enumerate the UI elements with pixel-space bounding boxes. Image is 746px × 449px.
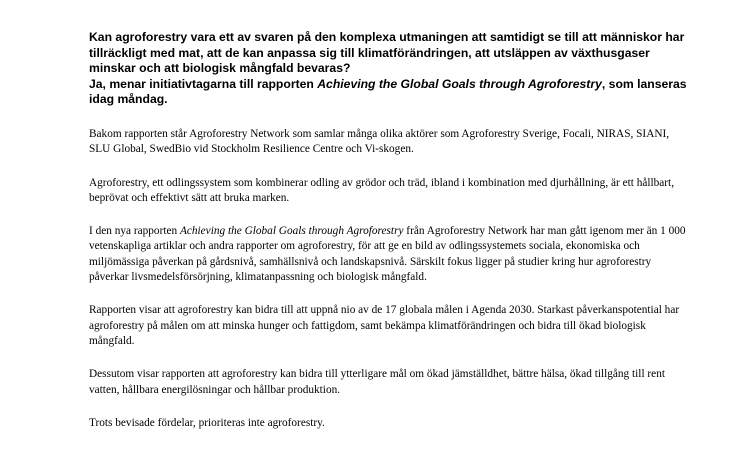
lead-question: Kan agroforestry vara ett av svaren på den komplexa utmaningen att samtidigt se till att människor har tillräckligt med mat, att de kan anpassa sig till klimatförändringen, att utsläppen av växthusgaser minskar och att biologisk mångfald bevaras? <box>89 30 685 76</box>
paragraph-network: Bakom rapporten står Agroforestry Network som samlar många olika aktörer som Agroforestry Sverige, Focali, NIRAS, SIANI, SLU Global, SwedBio vid Stockholm Resilience Centre och Vi-skogen. <box>89 127 670 156</box>
paragraph-report-start: I den nya rapporten <box>89 225 180 238</box>
paragraph-report-end: från Agroforestry Network har man gått igenom mer än 1 000 vetenskapliga artiklar och andra rapporter om agroforestry, för att ge en bild av odlingssystemets sociala, ekonomiska och miljömässiga påverkan på gårdsnivå, samhällsnivå och landskapsnivå. Särskilt fokus ligger på studier kring hur agroforestry påverkar livsmedelsförsörjning, klimatanpassning och biologisk mångfald. <box>89 225 686 284</box>
paragraph-global-goals: Rapporten visar att agroforestry kan bidra till att uppnå nio av de 17 globala målen i Agenda 2030. Starkast påverkanspotential har agroforestry på målen om att minska hunger och fattigdom, samt bekämpa klimatförändringen och bidra till ökad biologisk mångfald. <box>89 304 680 347</box>
report-title: Achieving the Global Goals through Agroforestry <box>317 76 602 91</box>
paragraph-report <box>89 224 689 285</box>
paragraph-additional-goals: Dessutom visar rapporten att agroforestry kan bidra till ytterligare mål om ökad jämställdhet, bättre hälsa, ökad tillgång till rent vatten, hållbara energilösningar och hållbar produktion. <box>89 368 665 396</box>
paragraph-report-title: Achieving the Global Goals through Agroforestry <box>179 225 404 238</box>
document-page <box>89 30 689 449</box>
paragraph-priority: Trots bevisade fördelar, prioriteras inte agroforestry. <box>89 416 325 429</box>
lead-answer <box>89 77 689 108</box>
lead-answer-end: , som lanseras idag måndag. <box>89 76 687 107</box>
lead-section <box>89 30 689 108</box>
lead-answer-start: Ja, menar initiativtagarna till rapporten <box>89 76 318 91</box>
paragraph-definition: Agroforestry, ett odlingssystem som kombinerar odling av grödor och träd, ibland i kombination med djurhållning, är ett hållbart, beprövat och effektivt sätt att bruka marken. <box>89 176 675 204</box>
